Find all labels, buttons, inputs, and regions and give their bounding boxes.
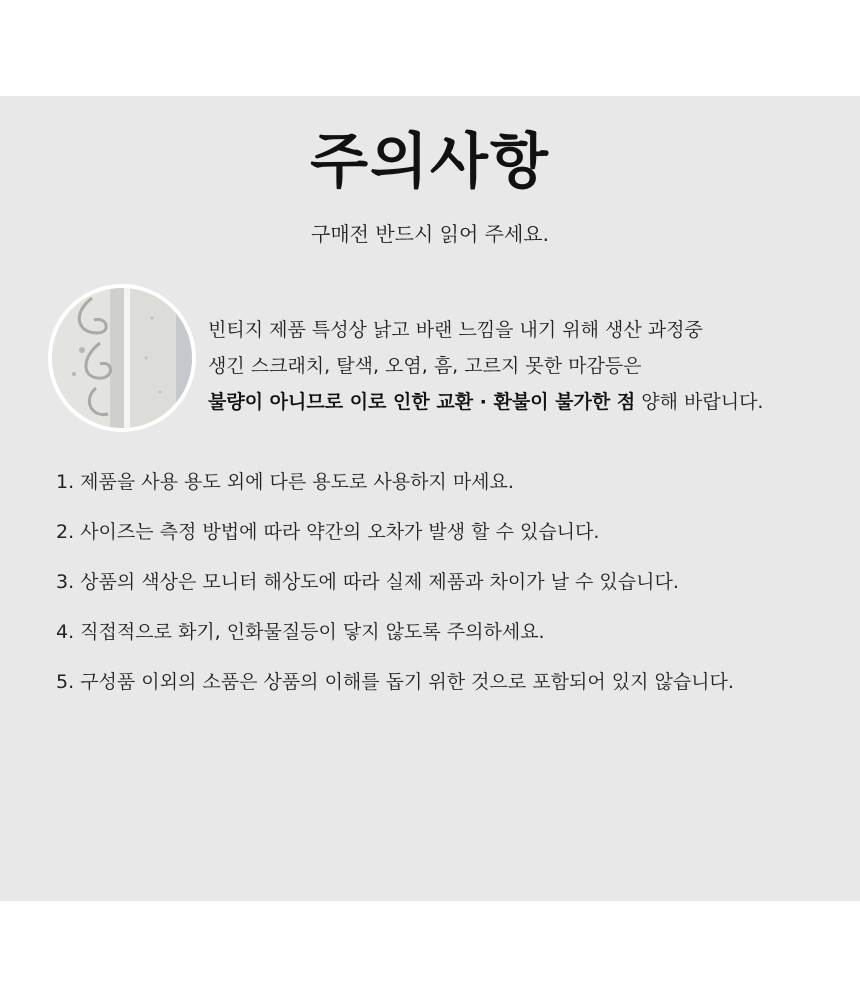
caution-item: 3. 상품의 색상은 모니터 해상도에 따라 실제 제품과 차이가 날 수 있습니다. (56, 571, 679, 593)
description-line-1: 빈티지 제품 특성상 낡고 바랜 느낌을 내기 위해 생산 과정중 (208, 319, 703, 341)
no-refund-emphasis: 불량이 아니므로 이로 인한 교환 · 환불이 불가한 점 (208, 391, 636, 413)
description-line-3-rest: 양해 바랍니다. (635, 391, 764, 413)
caution-list (56, 462, 836, 712)
page-subtitle: 구매전 반드시 읽어 주세요. (311, 222, 549, 246)
caution-item: 2. 사이즈는 측정 방법에 따라 약간의 오차가 발생 할 수 있습니다. (56, 521, 600, 543)
description-line-2: 생긴 스크래치, 탈색, 오염, 흠, 고르지 못한 마감등은 (208, 355, 642, 377)
product-detail-image (48, 284, 196, 432)
caution-item: 1. 제품을 사용 용도 외에 다른 용도로 사용하지 마세요. (56, 471, 514, 493)
caution-item: 5. 구성품 이외의 소품은 상품의 이해를 돕기 위한 것으로 포함되어 있지 않습니다. (56, 671, 734, 693)
vintage-notice-description (208, 312, 828, 420)
description-line-3 (208, 384, 828, 420)
ornament-frame-illustration (52, 288, 192, 428)
page-title: 주의사항 (310, 127, 550, 197)
caution-item: 4. 직접적으로 화기, 인화물질등이 닿지 않도록 주의하세요. (56, 621, 545, 643)
